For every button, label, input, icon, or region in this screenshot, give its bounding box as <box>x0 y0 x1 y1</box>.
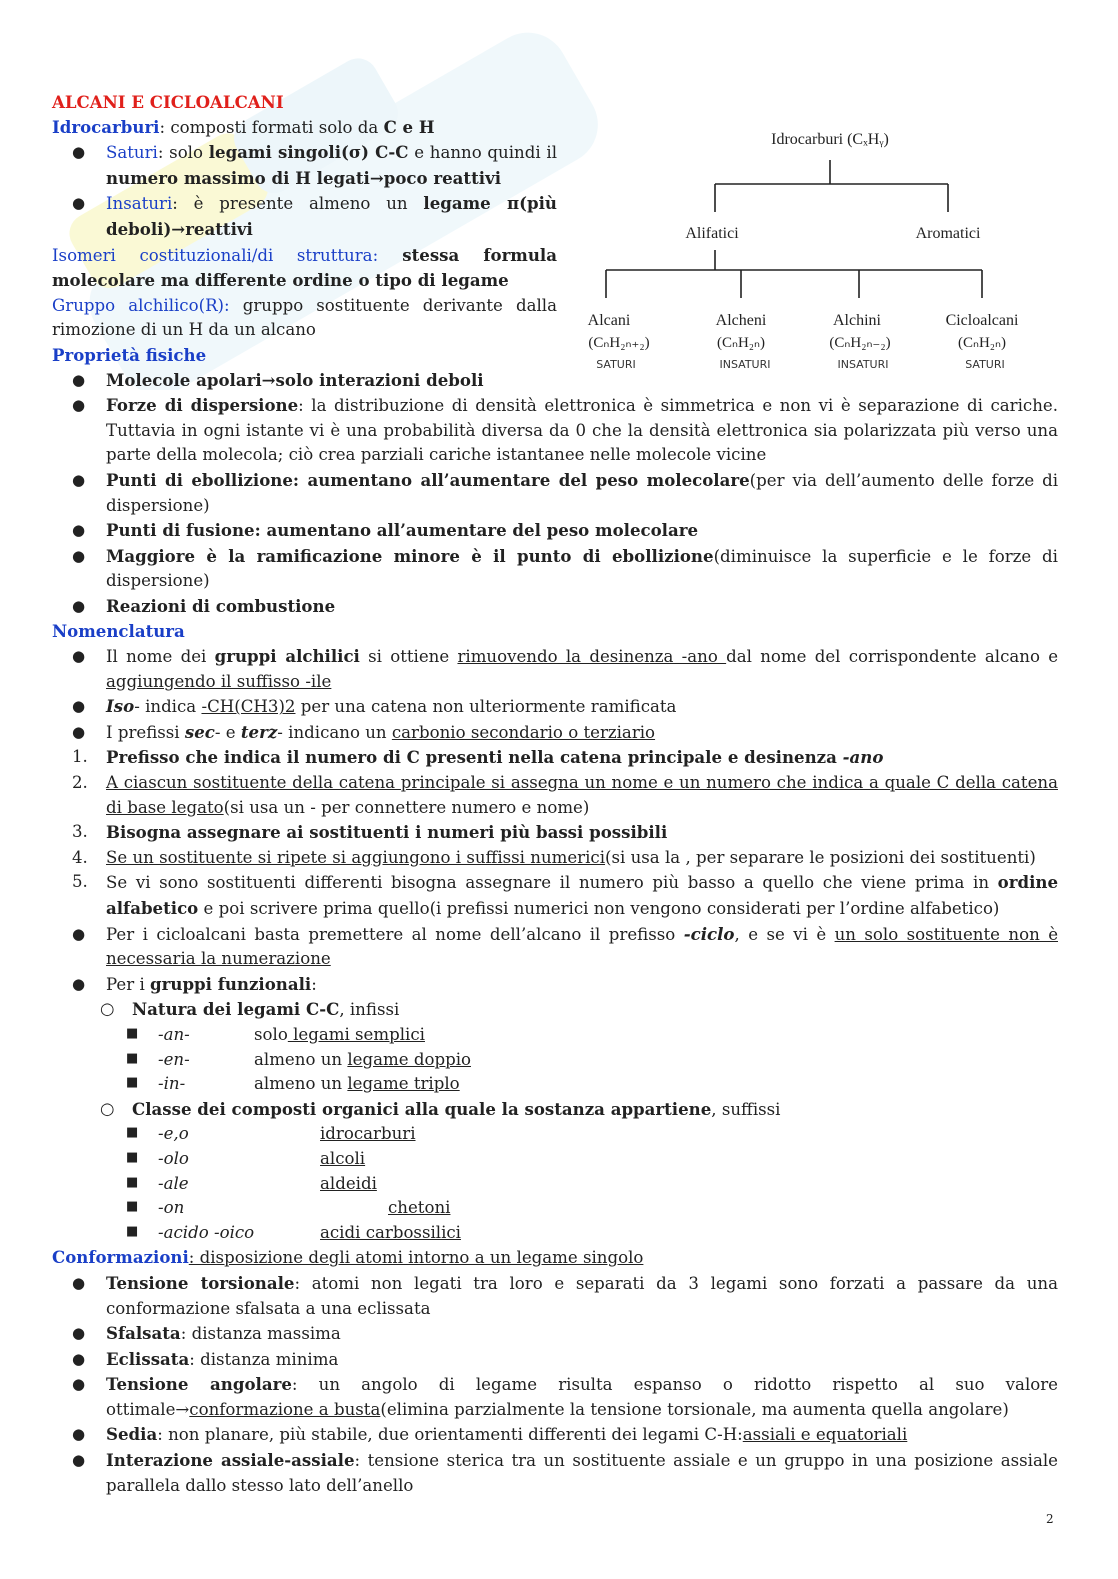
leaf-alcani-name: Alcani <box>587 312 631 329</box>
fisiche-item: ● Forze di dispersione: la distribuzione di densità elettronica è simmetrica e non vi è separazione di cariche. Tuttavia in ogni istante vi è una probabilità diversa da 0 che la densità elettronica sia polarizzata più verso una parte della molecola; ciò crea parziali cariche istantanee nelle molecole vicine <box>72 395 1058 465</box>
leaf-alchini-name: Alchini <box>833 312 881 329</box>
nomen-item: ● Per i cicloalcani basta premettere al nome dell’alcano il prefisso -ciclo, e se vi è un solo sostituente non è necessaria la numerazione <box>72 923 1059 969</box>
nomen-item: ● Per i gruppi funzionali: <box>72 973 317 994</box>
sub-item-natura: ○ Natura dei legami C-C, infissi <box>100 999 400 1020</box>
conf-item: ● Tensione torsionale: atomi non legati tra loro e separati da 3 legami sono forzati a passare da una conformazione sfalsata a una eclissata <box>72 1272 1059 1318</box>
leaf-alcani-note: SATURI <box>596 358 636 371</box>
leaf-cicloalcani-formula: (CₙH₂ₙ) <box>957 335 1007 351</box>
conformazioni-definition: Conformazioni: disposizione degli atomi intorno a un legame singolo <box>52 1247 644 1268</box>
rule-item: 1. Prefisso che indica il numero di C presenti nella catena principale e desinenza -ano <box>72 747 884 768</box>
suffisso-row: ■ -ale aldeidi <box>126 1173 377 1193</box>
leaf-alcheni-name: Alcheni <box>715 312 767 329</box>
conf-item: ● Tensione angolare: un angolo di legame risulta espanso o ridotto rispetto al suo valore ottimale→conformazione a busta(elimina parzialmente la tensione torsionale, ma aumenta quella angolare) <box>72 1374 1058 1419</box>
diagram-branch-aromatici: Aromatici <box>915 225 981 242</box>
leaf-alchini-formula: (CₙH₂ₙ₋₂) <box>829 335 891 351</box>
fisiche-item: ● Punti di fusione: aumentano all’aumentare del peso molecolare <box>72 520 699 541</box>
fisiche-item: ● Molecole apolari→solo interazioni deboli <box>72 369 484 390</box>
nomen-item: ● I prefissi sec- e terz- indicano un carbonio secondario o terziario <box>72 721 656 742</box>
suffisso-row: ■ -acido -oico acidi carbossilici <box>126 1222 461 1242</box>
sub-item-classe: ○ Classe dei composti organici alla quale la sostanza appartiene, suffissi <box>100 1098 781 1119</box>
nomen-item: ● Il nome dei gruppi alchilici si ottiene rimuovendo la desinenza -ano dal nome del corrispondente alcano e aggiungendo il suffisso -ile <box>72 646 1059 691</box>
conf-item: ● Interazione assiale-assiale: tensione sterica tra un sostituente assiale e un gruppo in una posizione assiale parallela dallo stesso lato dell’anello <box>72 1450 1058 1495</box>
leaf-cicloalcani-note: SATURI <box>965 358 1005 371</box>
conf-item: ● Sfalsata: distanza massima <box>72 1323 341 1344</box>
rule-item: 3. Bisogna assegnare ai sostituenti i numeri più bassi possibili <box>72 822 668 843</box>
rule-item: 4. Se un sostituente si ripete si aggiungono i suffissi numerici(si usa la , per separare le posizioni dei sostituenti) <box>72 847 1036 867</box>
leaf-alcani-formula: (CₙH₂ₙ₊₂) <box>588 335 650 351</box>
suffisso-row: ■ -on chetoni <box>126 1198 451 1218</box>
saturi-item: ● Saturi: solo legami singoli(σ) C-C e hanno quindi il numero massimo di H legati→poco reattivi <box>72 142 557 188</box>
conf-item: ● Eclissata: distanza minima <box>72 1348 339 1369</box>
document-body <box>52 90 1058 1498</box>
idrocarburi-definition: Idrocarburi: composti formati solo da C e H <box>52 116 435 137</box>
diagram-root: Idrocarburi (CₓHᵧ) <box>771 131 889 148</box>
leaf-alchini-note: INSATURI <box>837 358 889 371</box>
nomen-item: ● Iso- indica -CH(CH3)2 per una catena non ulteriormente ramificata <box>72 696 677 717</box>
leaf-alcheni-formula: (CₙH₂ₙ) <box>716 335 766 351</box>
suffisso-row: ■ -olo alcoli <box>126 1148 366 1168</box>
suffisso-row: ■ -e,o idrocarburi <box>126 1124 416 1144</box>
page-title: ALCANI E CICLOALCANI <box>52 92 284 112</box>
fisiche-item: ● Reazioni di combustione <box>72 595 336 616</box>
fisiche-item: ● Maggiore è la ramificazione minore è il punto di ebollizione(diminuisce la superficie e le forze di dispersione) <box>72 545 1058 591</box>
section-proprieta-fisiche: Proprietà fisiche <box>52 344 207 365</box>
diagram-branch-alifatici: Alifatici <box>685 225 739 242</box>
section-nomenclatura: Nomenclatura <box>52 621 185 642</box>
infisso-row: ■ -an- solo legami semplici <box>126 1024 425 1044</box>
rule-item: 5. Se vi sono sostituenti differenti bisogna assegnare il numero più basso a quello che viene prima in ordine alfabetico e poi scrivere prima quello(i prefissi numerici non vengono considerati per l’ordine alfabetico) <box>72 872 1058 918</box>
conf-item: ● Sedia: non planare, più stabile, due orientamenti differenti dei legami C-H:assiali e equatoriali <box>72 1424 908 1445</box>
infisso-row: ■ -en- almeno un legame doppio <box>126 1049 471 1069</box>
infisso-row: ■ -in- almeno un legame triplo <box>126 1074 460 1094</box>
gruppo-alchilico-definition: Gruppo alchilico(R): gruppo sostituente derivante dalla rimozione di un H da un alcano <box>52 295 557 340</box>
leaf-alcheni-note: INSATURI <box>719 358 771 371</box>
fisiche-item: ● Punti di ebollizione: aumentano all’aumentare del peso molecolare(per via dell’aumento delle forze di dispersione) <box>72 469 1059 515</box>
isomeri-definition: Isomeri costituzionali/di struttura: stessa formula molecolare ma differente ordine o tipo di legame <box>52 244 557 291</box>
rule-item: 2. A ciascun sostituente della catena principale si assegna un nome e un numero che indica a quale C della catena di base legato(si usa un - per connettere numero e nome) <box>72 773 1058 817</box>
insaturi-item: ● Insaturi: è presente almeno un legame π(più deboli)→reattivi <box>72 193 557 239</box>
page-number: 2 <box>1046 1512 1054 1526</box>
leaf-cicloalcani-name: Cicloalcani <box>945 312 1019 329</box>
